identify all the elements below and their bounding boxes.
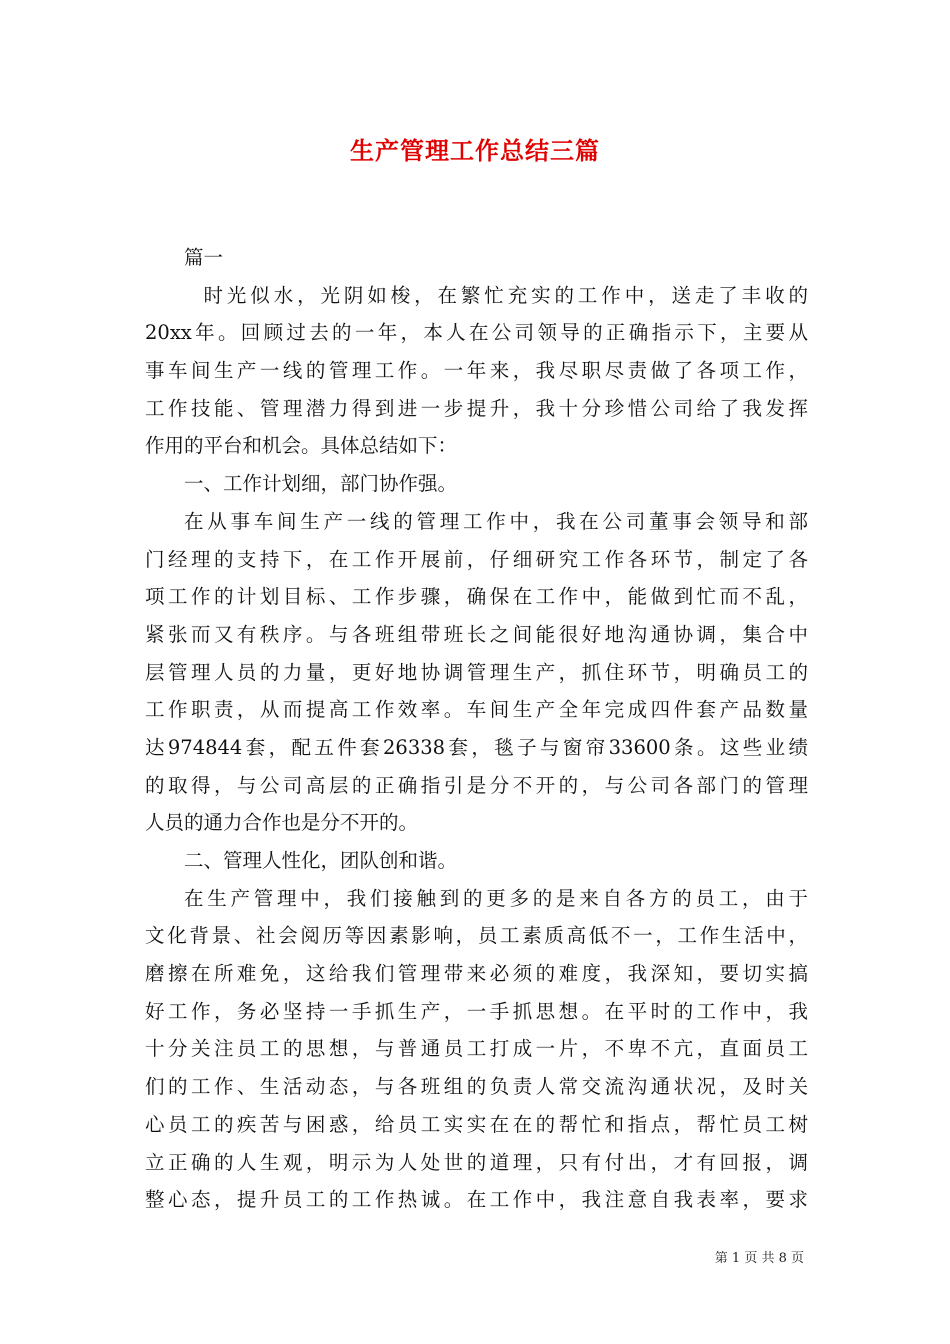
body-line: 人员的通力合作也是分不开的。 xyxy=(145,811,419,835)
body-line: 一、工作计划细，部门协作强。 xyxy=(184,472,458,496)
body-line: 紧张而又有秩序。与各班组带班长之间能很好地沟通协调，集合中 xyxy=(145,622,808,646)
body-line: 门经理的支持下，在工作开展前，仔细研究工作各环节，制定了各 xyxy=(145,547,808,571)
page-footer: 第 1 页 共 8 页 xyxy=(714,1251,804,1266)
body-line: 文化背景、社会阅历等因素影响，员工素质高低不一，工作生活中， xyxy=(145,924,808,948)
body-line: 事车间生产一线的管理工作。一年来，我尽职尽责做了各项工作， xyxy=(145,359,808,383)
body-line: 整心态，提升员工的工作热诚。在工作中，我注意自我表率，要求 xyxy=(145,1188,808,1212)
body-line: 十分关注员工的思想，与普通员工打成一片，不卑不亢，直面员工 xyxy=(145,1037,808,1061)
body-line: 项工作的计划目标、工作步骤，确保在工作中，能做到忙而不乱， xyxy=(145,585,808,609)
body-line: 在从事车间生产一线的管理工作中，我在公司董事会领导和部 xyxy=(184,509,808,533)
body-line: 在生产管理中，我们接触到的更多的是来自各方的员工，由于 xyxy=(184,886,808,910)
body-line: 时光似水，光阴如梭，在繁忙充实的工作中，送走了丰收的 xyxy=(203,283,808,307)
body-line: 作用的平台和机会。具体总结如下： xyxy=(145,434,458,458)
body-line: 二、管理人性化，团队创和谐。 xyxy=(184,849,458,872)
body-line: 们的工作、生活动态，与各班组的负责人常交流沟通状况，及时关 xyxy=(145,1075,808,1099)
body-line: 工作职责，从而提高工作效率。车间生产全年完成四件套产品数量 xyxy=(145,698,808,722)
body-line: 的取得，与公司高层的正确指引是分不开的，与公司各部门的管理 xyxy=(145,773,808,797)
body-line: 20xx年。回顾过去的一年，本人在公司领导的正确指示下，主要从 xyxy=(145,321,808,345)
body-line: 磨擦在所难免，这给我们管理带来必须的难度，我深知，要切实搞 xyxy=(145,962,808,986)
body-line: 心员工的疾苦与困惑，给员工实实在在的帮忙和指点，帮忙员工树 xyxy=(145,1112,808,1136)
body-line: 篇一 xyxy=(184,246,224,269)
document-title: 生产管理工作总结三篇 xyxy=(350,136,600,165)
body-line: 达974844套，配五件套26338套，毯子与窗帘33600条。这些业绩 xyxy=(145,735,808,759)
body-line: 立正确的人生观，明示为人处世的道理，只有付出，才有回报，调 xyxy=(145,1150,808,1174)
body-line: 好工作，务必坚持一手抓生产，一手抓思想。在平时的工作中，我 xyxy=(145,999,808,1023)
body-line: 层管理人员的力量，更好地协调管理生产，抓住环节，明确员工的 xyxy=(145,660,808,684)
document-body xyxy=(145,239,808,1219)
body-line: 工作技能、管理潜力得到进一步提升，我十分珍惜公司给了我发挥 xyxy=(145,396,808,420)
